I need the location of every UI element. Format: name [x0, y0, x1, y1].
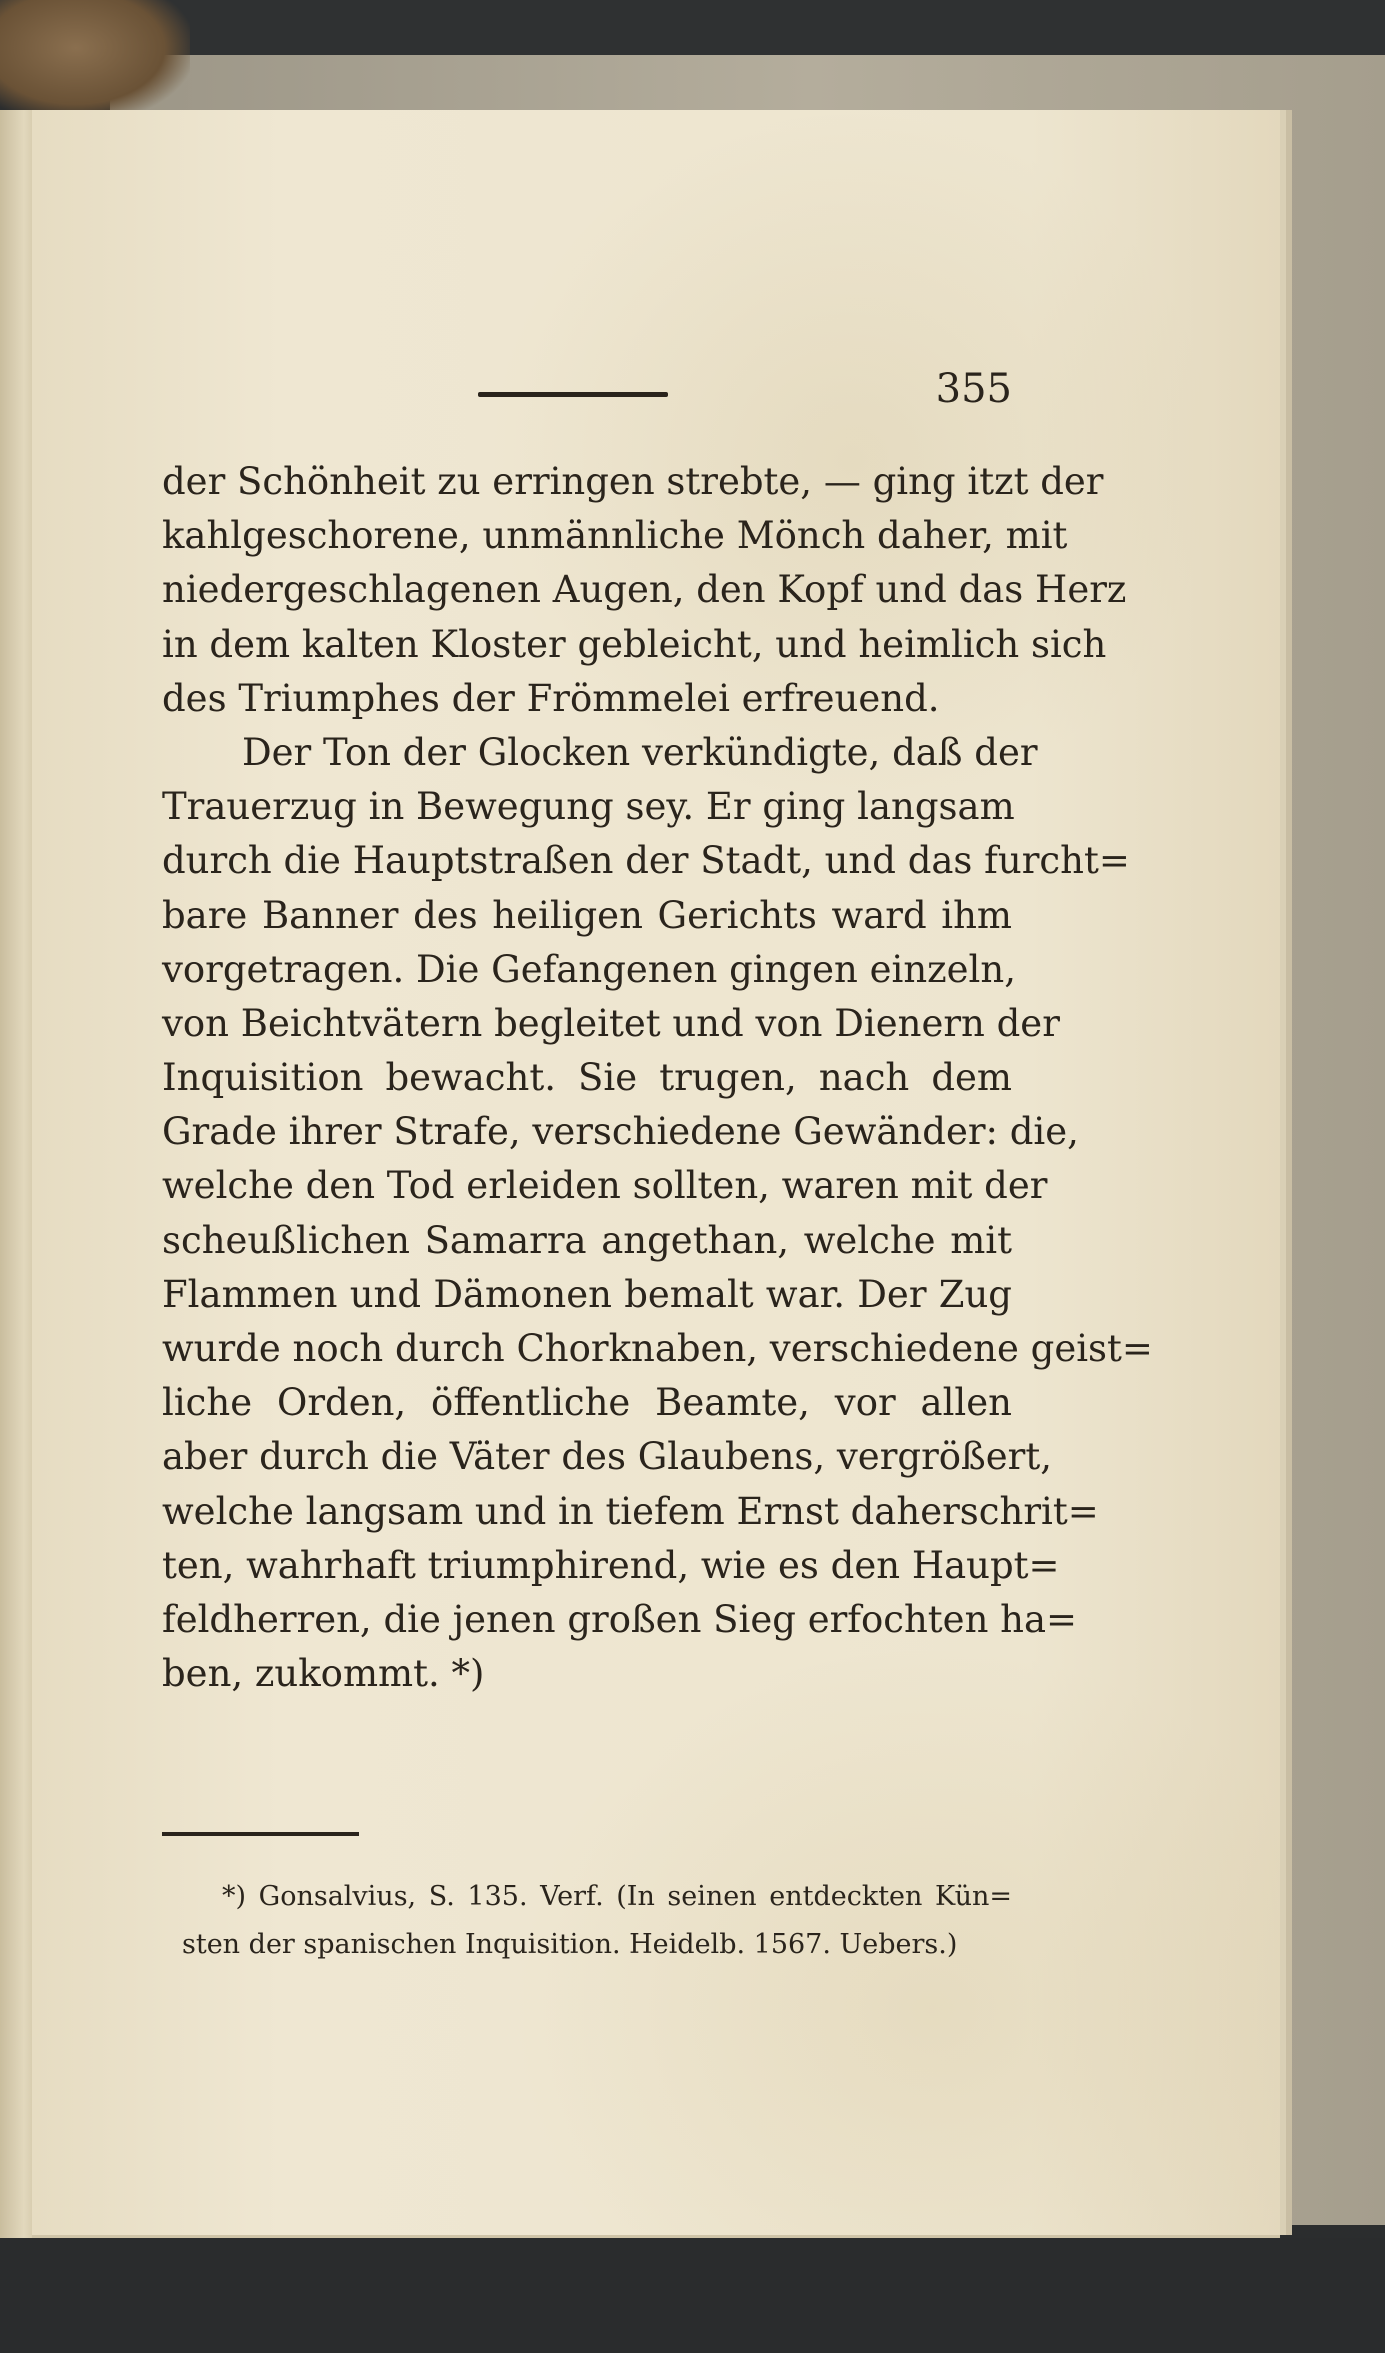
text-line: Der Ton der Glocken verkündigte, daß der: [242, 730, 1038, 774]
text-line: bare Banner des heiligen Gerichts ward ihm: [162, 893, 1012, 937]
footnote-line: sten der spanischen Inquisition. Heidelb. 1567. Uebers.): [182, 1929, 958, 1960]
text-line: vorgetragen. Die Gefangenen gingen einzeln,: [162, 947, 1016, 991]
text-line: Trauerzug in Bewegung sey. Er ging langsam: [162, 785, 1015, 829]
scanner-background-bottom: [0, 2238, 1385, 2353]
torn-cover-corner: [0, 0, 190, 120]
text-line: aber durch die Väter des Glaubens, vergrößert,: [162, 1435, 1052, 1479]
text-line: wurde noch durch Chorknaben, verschiedene geist=: [162, 1327, 1153, 1370]
text-line: kahlgeschorene, unmännliche Mönch daher, mit: [162, 514, 1068, 558]
text-line: Flammen und Dämonen bemalt war. Der Zug: [162, 1272, 1012, 1316]
text-line: Inquisition bewacht. Sie trugen, nach dem: [162, 1056, 1012, 1100]
text-line: welche den Tod erleiden sollten, waren mit der: [162, 1164, 1048, 1208]
text-line: durch die Hauptstraßen der Stadt, und das furcht=: [162, 839, 1130, 883]
text-line: Grade ihrer Strafe, verschiedene Gewänder: die,: [162, 1110, 1079, 1154]
text-line: ben, zukommt. *): [162, 1652, 485, 1696]
text-line: niedergeschlagenen Augen, den Kopf und das Herz: [162, 568, 1127, 612]
text-line: ten, wahrhaft triumphirend, wie es den Haupt=: [162, 1543, 1060, 1587]
page-number: 355: [935, 366, 1012, 412]
text-line: liche Orden, öffentliche Beamte, vor allen: [162, 1381, 1012, 1425]
text-line: der Schönheit zu erringen strebte, — ging itzt der: [162, 460, 1104, 503]
book-page: [32, 110, 1280, 2235]
footnote: [182, 1873, 1012, 1969]
scanner-background-top: [0, 0, 1385, 60]
header-rule: [478, 392, 668, 397]
text-line: des Triumphes der Frömmelei erfreuend.: [162, 676, 940, 720]
body-text: [162, 455, 1153, 1701]
text-line: feldherren, die jenen großen Sieg erfochten ha=: [162, 1597, 1078, 1641]
footnote-line: *) Gonsalvius, S. 135. Verf. (In seinen entdeckten Kün=: [222, 1881, 1012, 1912]
text-line: scheußlichen Samarra angethan, welche mit: [162, 1218, 1012, 1262]
footnote-rule: [162, 1832, 359, 1836]
text-line: welche langsam und in tiefem Ernst daherschrit=: [162, 1489, 1099, 1533]
text-line: von Beichtvätern begleitet und von Dienern der: [162, 1001, 1060, 1045]
text-line: in dem kalten Kloster gebleicht, und heimlich sich: [162, 622, 1107, 666]
